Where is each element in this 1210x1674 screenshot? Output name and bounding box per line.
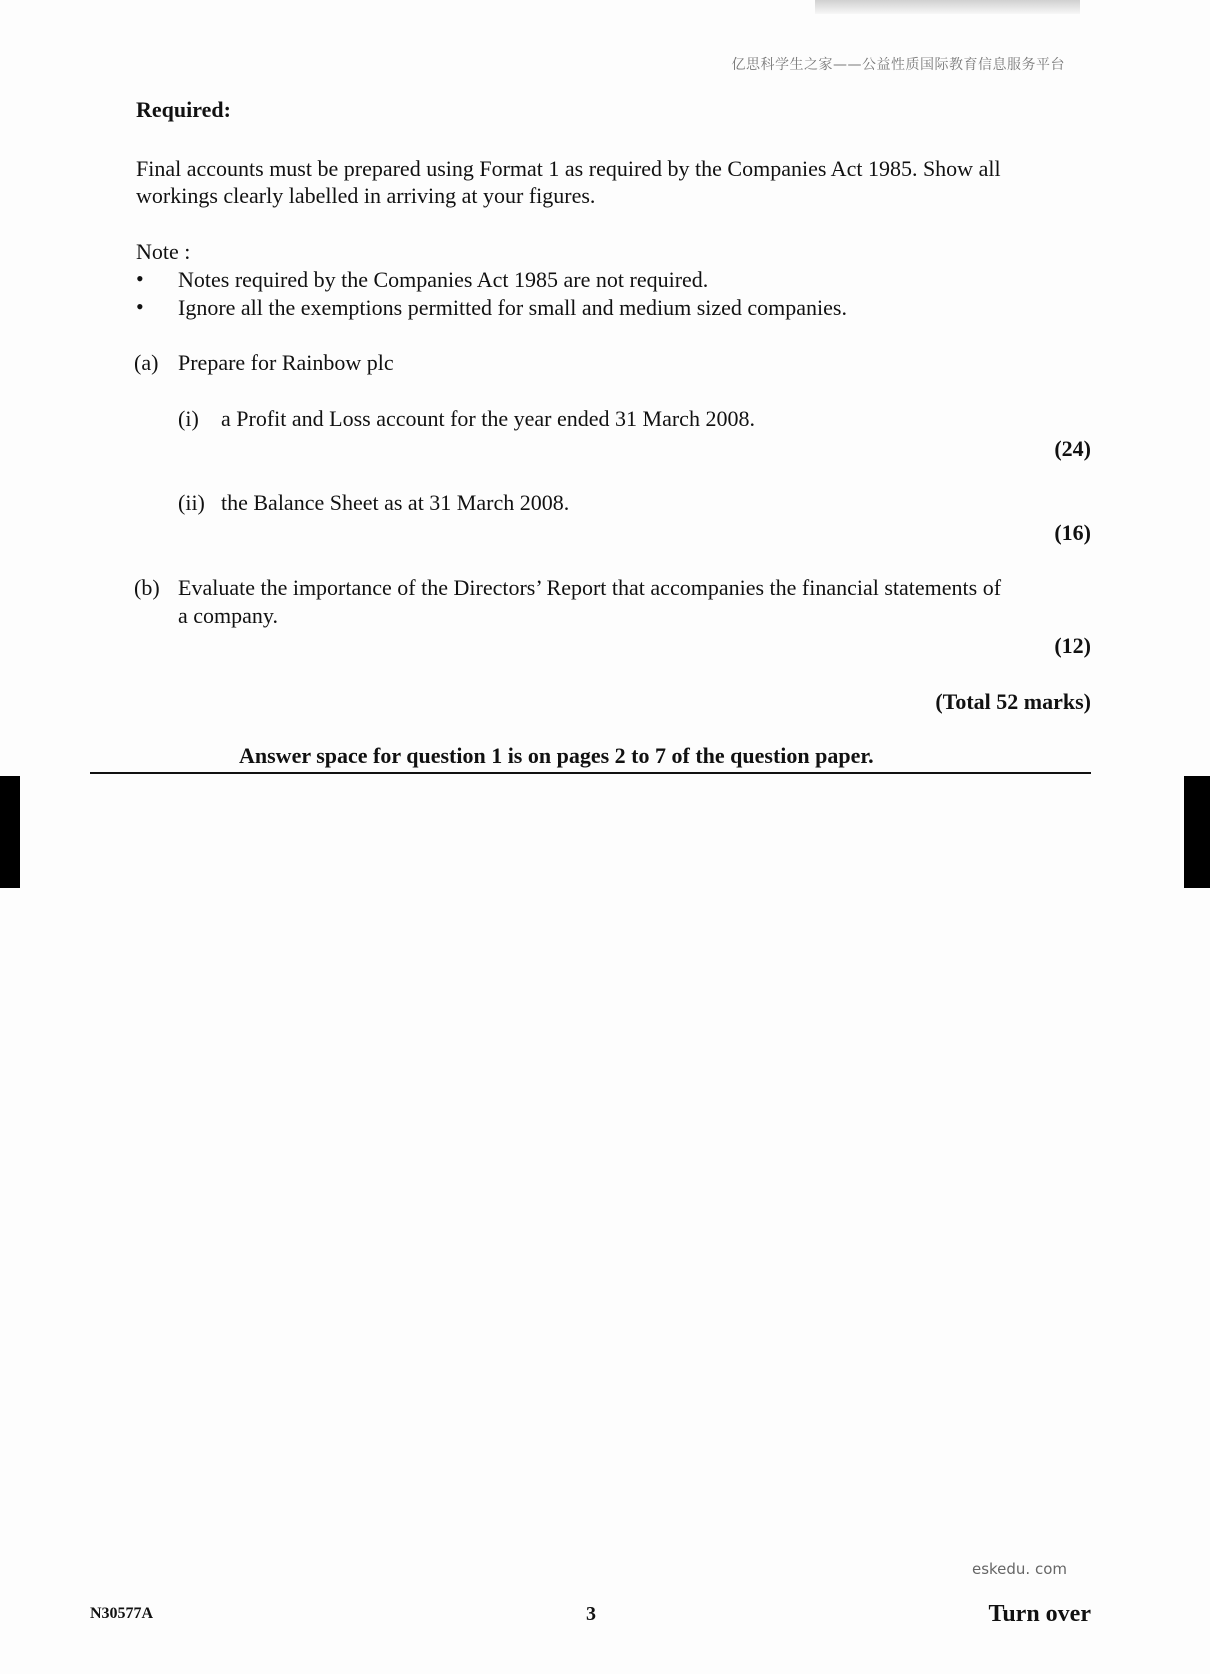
answer-space-note: Answer space for question 1 is on pages 2 to 7 of the question paper.	[239, 743, 874, 768]
bullet-icon: •	[136, 294, 144, 319]
intro-line-1: Final accounts must be prepared using Format 1 as required by the Companies Act 1985. Show all	[136, 156, 1001, 181]
part-a-ii-marks: (16)	[1054, 520, 1091, 545]
part-b-marks: (12)	[1054, 633, 1091, 658]
part-a-label: (a)	[134, 350, 159, 375]
right-margin-bar	[1184, 776, 1210, 888]
watermark-footer: eskedu. com	[971, 1560, 1067, 1578]
required-heading: Required:	[136, 97, 231, 122]
part-a-ii-text: the Balance Sheet as at 31 March 2008.	[221, 490, 570, 515]
watermark-header: 亿思科学生之家——公益性质国际教育信息服务平台	[731, 57, 1065, 73]
divider-rule	[90, 772, 1091, 774]
part-b-line-2: a company.	[178, 603, 278, 628]
note-label: Note :	[136, 239, 191, 264]
part-b-label: (b)	[134, 575, 160, 600]
left-margin-bar	[0, 776, 20, 888]
paper-code: N30577A	[90, 1605, 154, 1622]
part-a-i-text: a Profit and Loss account for the year ended 31 March 2008.	[221, 406, 755, 431]
bullet-icon: •	[136, 266, 144, 291]
scan-artifact	[815, 0, 1080, 14]
part-a-i-marks: (24)	[1054, 436, 1091, 461]
part-b-line-1: Evaluate the importance of the Directors’ Report that accompanies the financial statements of	[178, 575, 1002, 600]
part-a-ii-label: (ii)	[178, 490, 205, 515]
part-a-text: Prepare for Rainbow plc	[178, 350, 394, 375]
intro-line-2: workings clearly labelled in arriving at your figures.	[136, 183, 596, 208]
note-item: Ignore all the exemptions permitted for small and medium sized companies.	[178, 295, 847, 320]
part-a-i-label: (i)	[178, 406, 199, 431]
page-number: 3	[586, 1603, 596, 1625]
total-marks: (Total 52 marks)	[935, 689, 1091, 714]
turn-over-label: Turn over	[988, 1601, 1091, 1627]
note-item: Notes required by the Companies Act 1985 are not required.	[178, 267, 709, 292]
